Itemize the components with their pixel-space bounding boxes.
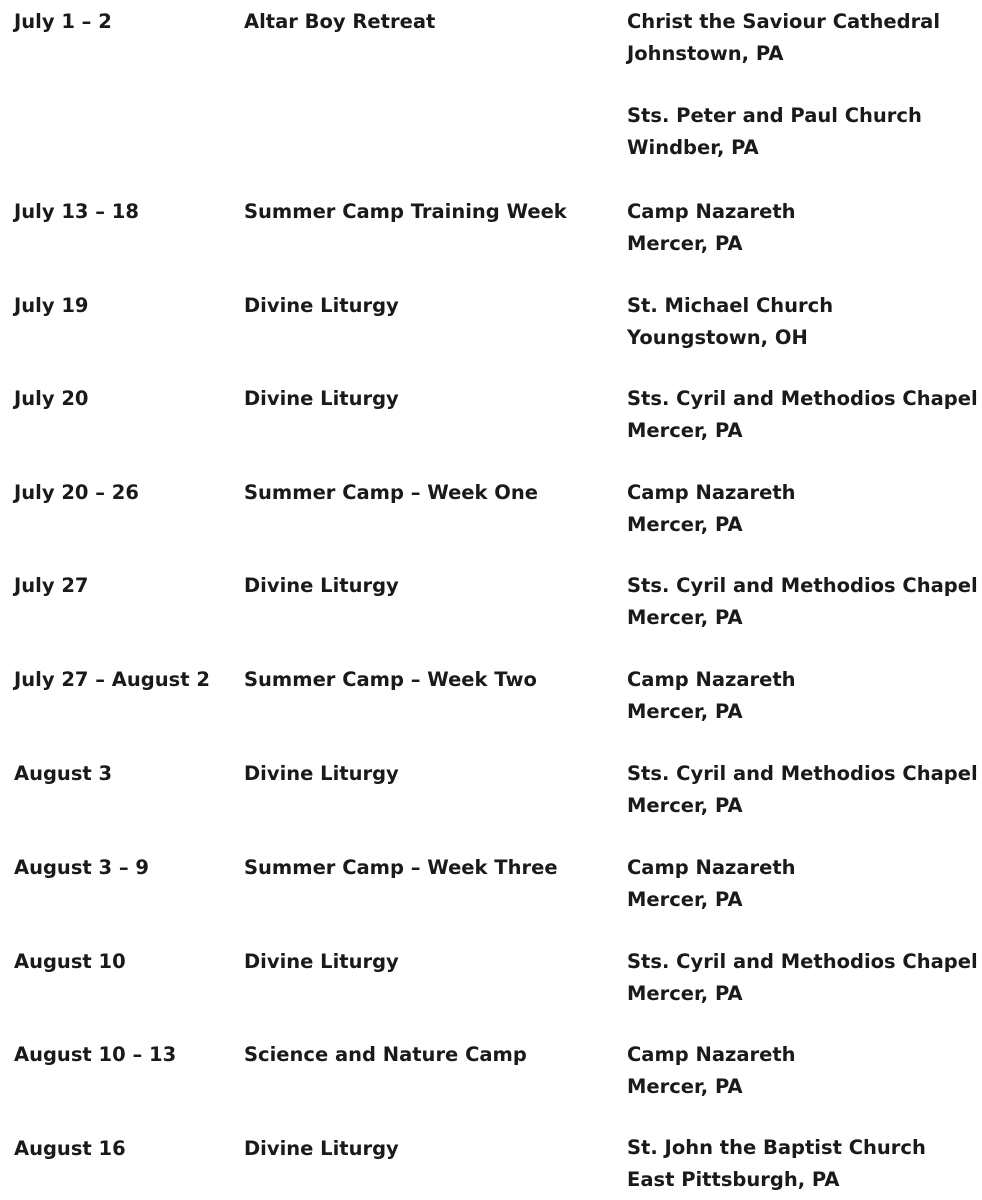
event-date: July 20 xyxy=(14,387,89,410)
event-date: August 10 – 13 xyxy=(14,1043,177,1066)
location-city: Mercer, PA xyxy=(627,1075,743,1098)
location-name: Sts. Peter and Paul Church xyxy=(627,104,922,127)
event-title: Summer Camp Training Week xyxy=(244,200,567,223)
event-location xyxy=(627,758,978,822)
event-title: Summer Camp – Week Two xyxy=(244,668,537,691)
event-date: July 13 – 18 xyxy=(14,200,139,223)
location-name: Sts. Cyril and Methodios Chapel xyxy=(627,387,978,410)
location-city: Mercer, PA xyxy=(627,513,743,536)
location-name: Sts. Cyril and Methodios Chapel xyxy=(627,950,978,973)
event-title: Divine Liturgy xyxy=(244,1137,399,1160)
location-city: Mercer, PA xyxy=(627,700,743,723)
event-title: Divine Liturgy xyxy=(244,950,399,973)
location-city: Mercer, PA xyxy=(627,982,743,1005)
event-date: August 16 xyxy=(14,1137,126,1160)
event-title: Altar Boy Retreat xyxy=(244,10,436,33)
location-city: Windber, PA xyxy=(627,136,759,159)
event-date: August 3 – 9 xyxy=(14,856,149,879)
event-date: July 27 xyxy=(14,574,89,597)
location-city: East Pittsburgh, PA xyxy=(627,1168,840,1191)
event-location xyxy=(627,383,978,447)
location-name: Sts. Cyril and Methodios Chapel xyxy=(627,762,978,785)
event-location xyxy=(627,946,978,1010)
location-name: St. Michael Church xyxy=(627,294,834,317)
event-title: Divine Liturgy xyxy=(244,762,399,785)
location-city: Mercer, PA xyxy=(627,606,743,629)
location-name: Camp Nazareth xyxy=(627,1043,796,1066)
event-location xyxy=(627,664,796,728)
event-location xyxy=(627,852,796,916)
location-city: Mercer, PA xyxy=(627,888,743,911)
event-location xyxy=(627,6,940,164)
location-city: Mercer, PA xyxy=(627,419,743,442)
event-date: July 19 xyxy=(14,294,89,317)
event-title: Divine Liturgy xyxy=(244,387,399,410)
location-city: Johnstown, PA xyxy=(627,42,784,65)
event-location xyxy=(627,570,978,634)
location-city: Mercer, PA xyxy=(627,794,743,817)
event-location xyxy=(627,196,796,260)
event-title: Science and Nature Camp xyxy=(244,1043,527,1066)
event-date: August 3 xyxy=(14,762,113,785)
location-name: Sts. Cyril and Methodios Chapel xyxy=(627,574,978,597)
event-date: July 1 – 2 xyxy=(14,10,112,33)
location-name: Camp Nazareth xyxy=(627,481,796,504)
event-title: Summer Camp – Week One xyxy=(244,481,538,504)
event-location xyxy=(627,477,796,541)
event-location xyxy=(627,290,833,354)
location-name: St. John the Baptist Church xyxy=(627,1136,926,1159)
event-title: Summer Camp – Week Three xyxy=(244,856,558,879)
event-location xyxy=(627,1039,796,1103)
event-date: July 27 – August 2 xyxy=(14,668,210,691)
event-title: Divine Liturgy xyxy=(244,574,399,597)
location-city: Youngstown, OH xyxy=(627,326,808,349)
location-city: Mercer, PA xyxy=(627,232,743,255)
event-date: August 10 xyxy=(14,950,126,973)
event-location xyxy=(627,1132,926,1196)
event-date: July 20 – 26 xyxy=(14,481,139,504)
location-name: Christ the Saviour Cathedral xyxy=(627,10,941,33)
location-name: Camp Nazareth xyxy=(627,200,796,223)
location-name: Camp Nazareth xyxy=(627,668,796,691)
location-name: Camp Nazareth xyxy=(627,856,796,879)
event-title: Divine Liturgy xyxy=(244,294,399,317)
